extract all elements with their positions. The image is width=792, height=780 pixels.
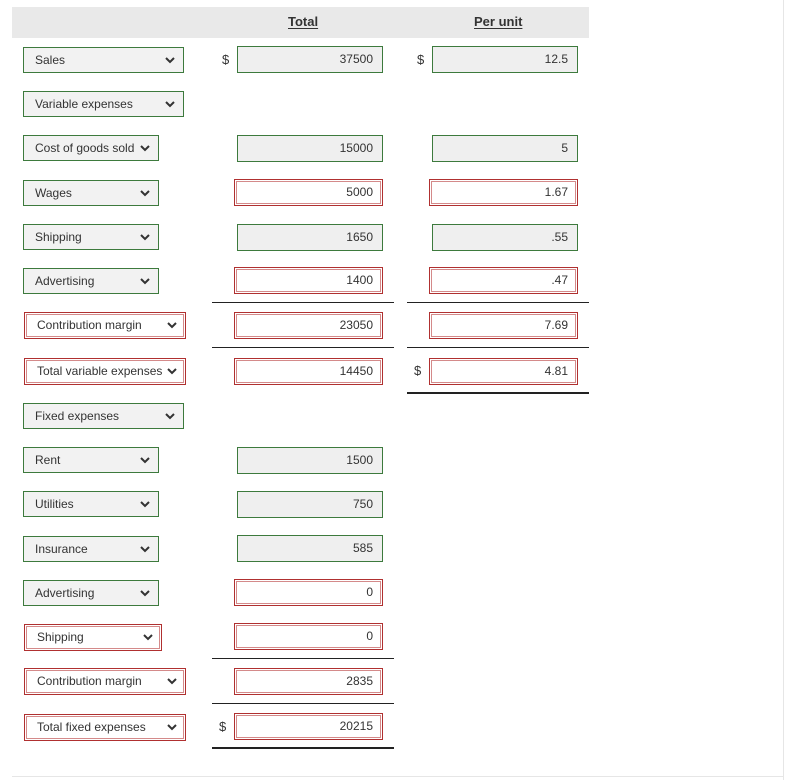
- chevron-down-icon: [138, 181, 152, 205]
- total-input-cost-of-goods-sold[interactable]: 15000: [237, 135, 383, 162]
- row-label-select-advertising-fixed[interactable]: [23, 580, 159, 606]
- frame-border-right: [783, 0, 784, 780]
- per-unit-input-cost-of-goods-sold[interactable]: 5: [432, 135, 578, 162]
- currency-symbol: $: [414, 363, 422, 378]
- row-label-select-total-variable-expenses[interactable]: [24, 358, 186, 385]
- row-label-select-cost-of-goods-sold[interactable]: [23, 135, 159, 161]
- row-label-select-insurance[interactable]: [23, 536, 159, 562]
- chevron-down-icon: [165, 313, 179, 337]
- row-label-text: Rent: [35, 453, 61, 467]
- row-label-text: Shipping: [37, 630, 84, 644]
- per-unit-input-total-variable-expenses[interactable]: 4.81: [429, 358, 578, 385]
- chevron-down-icon: [163, 92, 177, 116]
- row-label-text: Wages: [35, 186, 72, 200]
- row-label-select-sales[interactable]: [23, 47, 184, 73]
- chevron-down-icon: [163, 48, 177, 72]
- per-unit-input-contribution-margin[interactable]: 7.69: [429, 312, 578, 339]
- per-unit-input-shipping[interactable]: .55: [432, 224, 578, 251]
- subtotal-rule: [212, 703, 394, 704]
- row-label-text: Total fixed expenses: [37, 720, 146, 734]
- row-label-select-rent[interactable]: [23, 447, 159, 473]
- subtotal-rule: [212, 347, 394, 348]
- total-input-advertising-fixed[interactable]: 0: [234, 579, 383, 606]
- chevron-down-icon: [165, 359, 179, 383]
- chevron-down-icon: [165, 715, 179, 739]
- row-label-select-shipping[interactable]: [23, 224, 159, 250]
- total-input-contribution-margin-fixed[interactable]: 2835: [234, 668, 383, 695]
- row-label-text: Total variable expenses: [37, 364, 163, 378]
- row-label-select-fixed-expenses[interactable]: [23, 403, 184, 429]
- per-unit-input-wages[interactable]: 1.67: [429, 179, 578, 206]
- subtotal-rule: [407, 347, 589, 348]
- row-label-text: Advertising: [35, 586, 95, 600]
- column-header-per-unit: Per unit: [474, 14, 523, 29]
- row-label-select-total-fixed-expenses[interactable]: [24, 714, 186, 741]
- row-label-select-variable-expenses[interactable]: [23, 91, 184, 117]
- chevron-down-icon: [138, 537, 152, 561]
- row-label-select-advertising[interactable]: [23, 268, 159, 294]
- total-input-total-variable-expenses[interactable]: 14450: [234, 358, 383, 385]
- currency-symbol: $: [219, 719, 227, 734]
- column-header-total: Total: [288, 14, 319, 29]
- total-input-shipping[interactable]: 1650: [237, 224, 383, 251]
- row-label-text: Insurance: [35, 542, 88, 556]
- currency-symbol: $: [222, 52, 230, 67]
- row-label-select-contribution-margin[interactable]: [24, 312, 186, 339]
- total-input-wages[interactable]: 5000: [234, 179, 383, 206]
- total-rule: [212, 747, 394, 749]
- row-label-text: Utilities: [35, 497, 74, 511]
- row-label-text: Cost of goods sold: [35, 141, 135, 155]
- total-input-insurance[interactable]: 585: [237, 535, 383, 562]
- total-input-utilities[interactable]: 750: [237, 491, 383, 518]
- total-input-sales[interactable]: 37500: [237, 46, 383, 73]
- row-label-select-wages[interactable]: [23, 180, 159, 206]
- row-label-text: Contribution margin: [37, 674, 142, 688]
- row-label-text: Contribution margin: [37, 318, 142, 332]
- chevron-down-icon: [138, 136, 152, 160]
- chevron-down-icon: [141, 625, 155, 649]
- subtotal-rule: [212, 658, 394, 659]
- chevron-down-icon: [138, 225, 152, 249]
- chevron-down-icon: [138, 269, 152, 293]
- row-label-select-shipping-fixed[interactable]: [24, 624, 162, 651]
- row-label-select-utilities[interactable]: [23, 491, 159, 517]
- total-input-total-fixed-expenses[interactable]: 20215: [234, 713, 383, 740]
- chevron-down-icon: [165, 669, 179, 693]
- chevron-down-icon: [163, 404, 177, 428]
- chevron-down-icon: [138, 448, 152, 472]
- chevron-down-icon: [138, 492, 152, 516]
- row-label-select-contribution-margin-fixed[interactable]: [24, 668, 186, 695]
- total-input-advertising[interactable]: 1400: [234, 267, 383, 294]
- per-unit-input-sales[interactable]: 12.5: [432, 46, 578, 73]
- frame-border-bottom: [12, 776, 784, 777]
- total-input-contribution-margin[interactable]: 23050: [234, 312, 383, 339]
- total-input-rent[interactable]: 1500: [237, 447, 383, 474]
- subtotal-rule: [212, 302, 394, 303]
- row-label-text: Variable expenses: [35, 97, 133, 111]
- per-unit-input-advertising[interactable]: .47: [429, 267, 578, 294]
- row-label-text: Shipping: [35, 230, 82, 244]
- row-label-text: Fixed expenses: [35, 409, 120, 423]
- currency-symbol: $: [417, 52, 425, 67]
- total-input-shipping-fixed[interactable]: 0: [234, 623, 383, 650]
- subtotal-rule: [407, 302, 589, 303]
- row-label-text: Sales: [35, 53, 66, 67]
- row-label-text: Advertising: [35, 274, 95, 288]
- total-rule: [407, 392, 589, 394]
- chevron-down-icon: [138, 581, 152, 605]
